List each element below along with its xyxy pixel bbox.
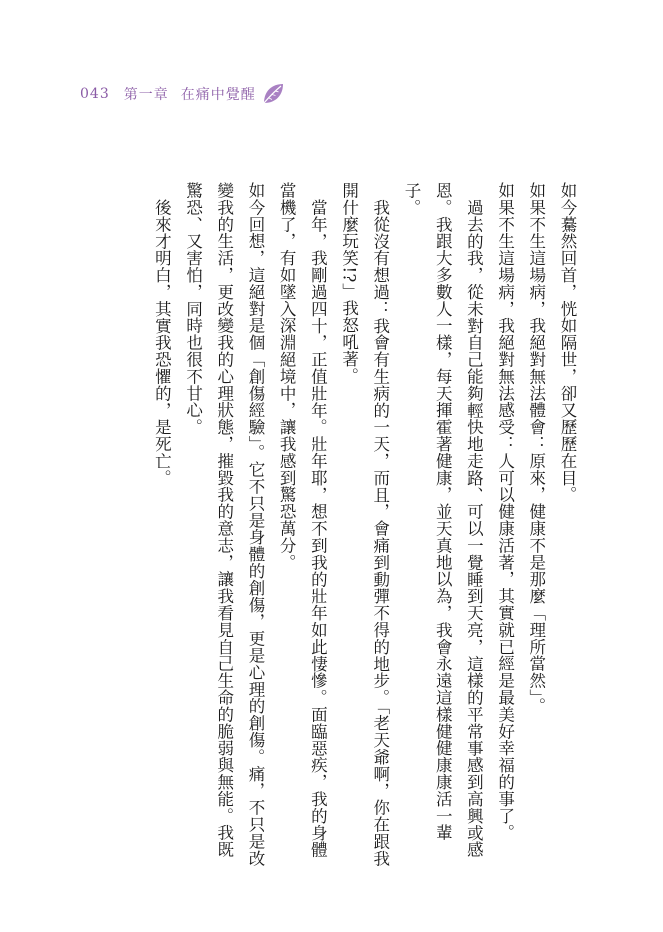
paragraph: 當年，我剛過四十，正值壯年。壯年耶，想不到我的壯年如此悽慘。面臨惡疾，我的身體當機了，有如墜入深淵絕境中，讓我感到驚恐萬分。: [277, 182, 328, 858]
page-number: 043: [80, 86, 110, 102]
running-header: [80, 80, 286, 108]
paragraph: 後來才明白，其實我恐懼的，是死亡。: [152, 198, 172, 486]
paragraph: 如今驀然回首，恍如隔世，卻又歷歷在目。: [558, 182, 577, 504]
chapter-label: 第一章: [123, 87, 169, 103]
chapter-title: 在痛中覺醒: [180, 87, 256, 103]
paragraph: 如果不生這場病，我絕對無法感受：人可以健康活著，其實就已經是最美好幸福的事了。: [495, 182, 515, 842]
paragraph: 過去的我，從未對自己能夠輕快地走路、可以一覺睡到天亮，這樣的平常事感到高興或感恩。我跟大多數人一樣，每天揮霍著健康，並天真地以為，我會永遠這樣健健康康活一輩子。: [401, 182, 484, 858]
paragraph: 如今回想，這絕對是個「創傷經驗」。它不只是身體的創傷，更是心理的創傷。痛，不只是改變我的生活，更改變我的心理狀態，摧毀我的意志，讓我看見自己生命的脆弱與無能。我既驚恐、又害怕，同時也很不甘心。: [183, 182, 265, 867]
vertical-body-text: [146, 182, 583, 874]
paragraph: 如果不生這場病，我絕對無法體會：原來，健康不是那麼「理所當然」。: [526, 182, 546, 715]
leaf-icon: [260, 81, 286, 107]
paragraph: 我從沒有想過：我會有生病的一天，而且，會痛到動彈不得的地步。「老天爺啊，你在跟我開什麼玩笑!?」我怒吼著。: [339, 182, 390, 867]
